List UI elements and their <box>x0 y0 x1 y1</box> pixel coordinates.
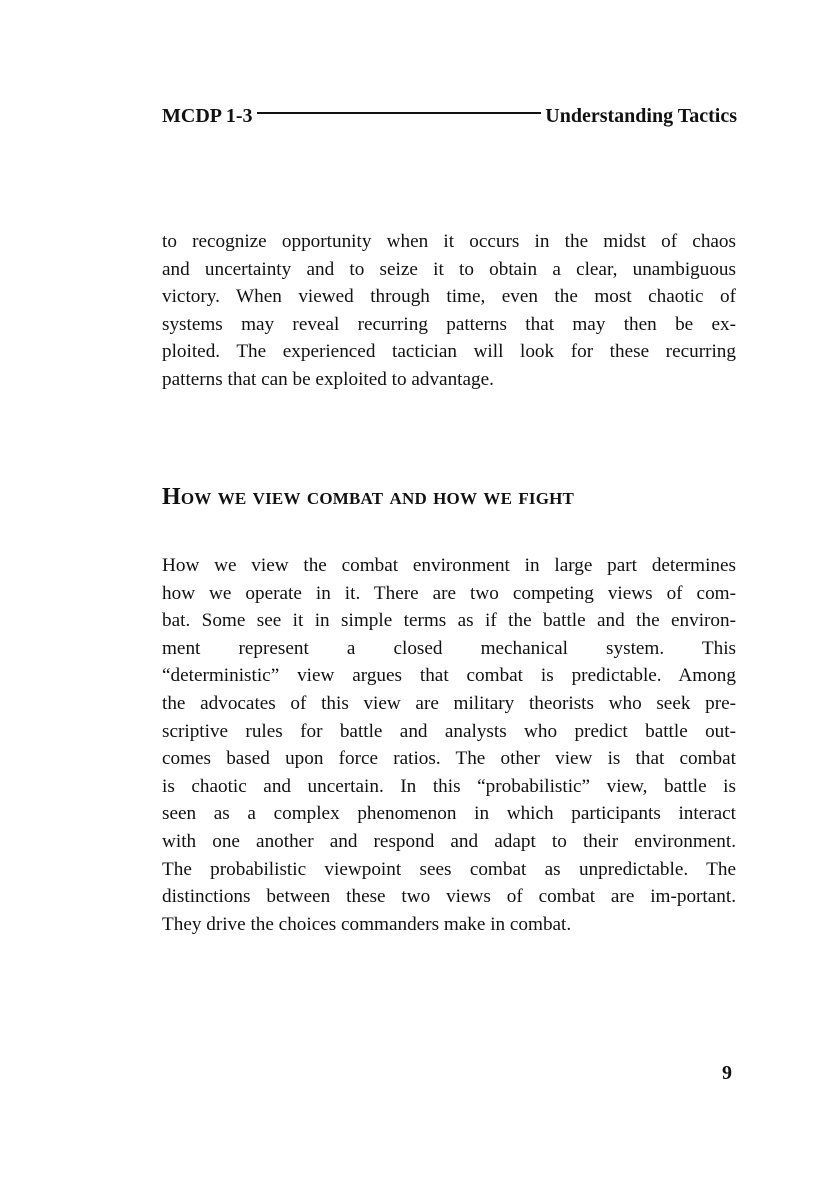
publication-id: MCDP 1-3 <box>162 104 253 127</box>
text-line: ment represent a closed mechanical system. This <box>162 637 736 659</box>
text-line: to recognize opportunity when it occurs in the midst of chaos <box>162 231 736 252</box>
paragraph-1 <box>162 228 736 394</box>
text-line: is chaotic and uncertain. In this “probabilistic” view, battle is <box>162 775 736 797</box>
text-line: ploited. The experienced tactician will look for these recurring <box>162 341 736 363</box>
text-line: “deterministic” view argues that combat is predictable. Among <box>162 665 736 687</box>
text-line: and uncertainty and to seize it to obtain a clear, unambiguous <box>162 258 736 280</box>
text-line: bat. Some see it in simple terms as if the battle and the environ- <box>162 610 736 632</box>
text-line: distinctions between these two views of combat are im-portant. <box>162 886 736 908</box>
text-line: scriptive rules for battle and analysts who predict battle out- <box>162 720 736 742</box>
header-rule <box>257 112 542 114</box>
text-line: How we view the combat environment in large part determines <box>162 555 736 576</box>
text-line: victory. When viewed through time, even the most chaotic of <box>162 286 736 308</box>
page-number: 9 <box>722 1062 732 1084</box>
text-line: seen as a complex phenomenon in which participants interact <box>162 803 736 825</box>
text-line: The probabilistic viewpoint sees combat as unpredictable. The <box>162 858 736 880</box>
text-line: the advocates of this view are military theorists who seek pre- <box>162 692 736 714</box>
text-line: They drive the choices commanders make in combat. <box>162 913 572 935</box>
section-heading: How we view combat and how we fight <box>162 484 575 510</box>
chapter-title: Understanding Tactics <box>545 104 737 127</box>
text-line: patterns that can be exploited to advantage. <box>162 368 494 390</box>
running-header <box>162 102 737 130</box>
text-line: with one another and respond and adapt to their environment. <box>162 830 736 852</box>
text-line: how we operate in it. There are two competing views of com- <box>162 582 736 604</box>
text-line: comes based upon force ratios. The other view is that combat <box>162 748 736 770</box>
paragraph-2 <box>162 552 736 938</box>
text-line: systems may reveal recurring patterns that may then be ex- <box>162 313 736 335</box>
